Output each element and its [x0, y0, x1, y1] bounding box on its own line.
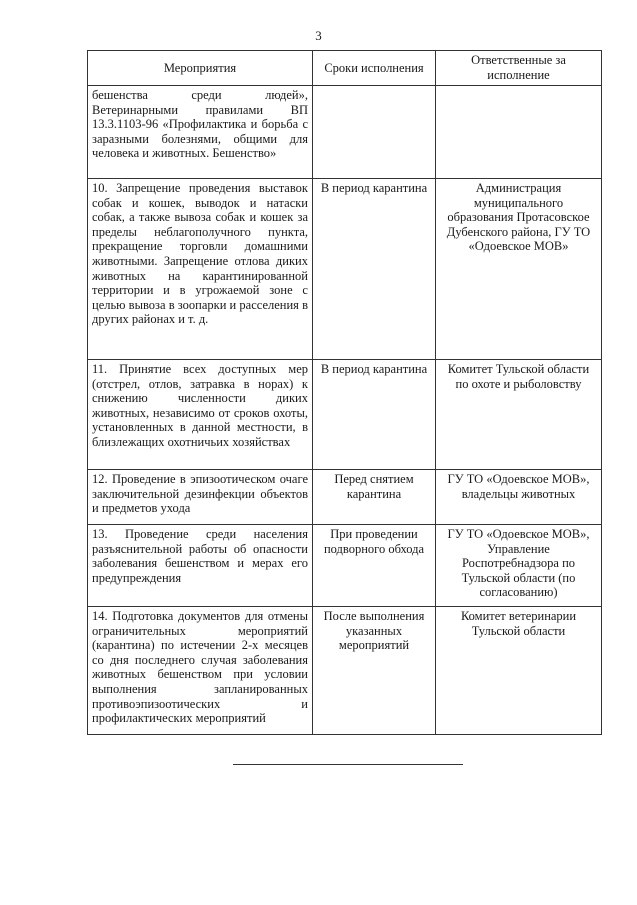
deadline-cell: После выполнения указанных мероприятий [313, 606, 436, 734]
deadline-cell: В период карантина [313, 360, 436, 470]
responsible-cell: Комитет ветеринарии Тульской области [436, 606, 602, 734]
deadline-cell [313, 86, 436, 179]
measures-table [87, 50, 602, 735]
deadline-cell: В период карантина [313, 179, 436, 360]
measure-cell: 14. Подготовка документов для отмены ограничительных мероприятий (карантина) по истечении 2-х месяцев со дня последнего случая заболевания животных бешенством при условии выполнения запланированных противоэпизоотических и профилактических мероприятий [88, 606, 313, 734]
table-row [88, 606, 602, 734]
table-row [88, 360, 602, 470]
closing-rule-line [233, 764, 463, 765]
responsible-cell: Администрация муниципального образования Протасовское Дубенского района, ГУ ТО «Одоевское МОВ» [436, 179, 602, 360]
deadline-cell: Перед снятием карантина [313, 470, 436, 525]
responsible-cell: Комитет Тульской области по охоте и рыболовству [436, 360, 602, 470]
page-number: 3 [315, 28, 322, 43]
measure-cell: 12. Проведение в эпизоотическом очаге заключительной дезинфекции объектов и предметов ухода [88, 470, 313, 525]
responsible-cell: ГУ ТО «Одоевское МОВ», владельцы животных [436, 470, 602, 525]
measure-cell: 13. Проведение среди населения разъяснительной работы об опасности заболевания бешенством и мерах его предупреждения [88, 525, 313, 607]
responsible-cell [436, 86, 602, 179]
header-measures: Мероприятия [88, 51, 313, 86]
measure-cell: 11. Принятие всех доступных мер (отстрел, отлов, затравка в норах) к снижению численности диких животных, независимо от сроков охоты, установленных в данной местности, в близлежащих охотничьих хозяйствах [88, 360, 313, 470]
header-deadlines: Сроки исполнения [313, 51, 436, 86]
table-row [88, 470, 602, 525]
measure-cell: 10. Запрещение проведения выставок собак и кошек, выводок и натаски собак, а также вывоза собак и кошек за пределы неблагополучного пункта, прекращение торговли домашними животными. Запрещение отлова диких животных на карантинированной территории и в угрожаемой зоне с целью вывоза в зоопарки и расселения в других районах и т. д. [88, 179, 313, 360]
measure-cell: бешенства среди людей», Ветеринарными правилами ВП 13.3.1103-96 «Профилактика и борьба с заразными болезнями, общими для человека и животных. Бешенство» [88, 86, 313, 179]
responsible-cell: ГУ ТО «Одоевское МОВ», Управление Роспотребнадзора по Тульской области (по согласованию) [436, 525, 602, 607]
table-row [88, 179, 602, 360]
header-responsible: Ответственные за исполнение [436, 51, 602, 86]
table-row [88, 86, 602, 179]
table-row [88, 525, 602, 607]
table-header-row [88, 51, 602, 86]
deadline-cell: При проведении подворного обхода [313, 525, 436, 607]
